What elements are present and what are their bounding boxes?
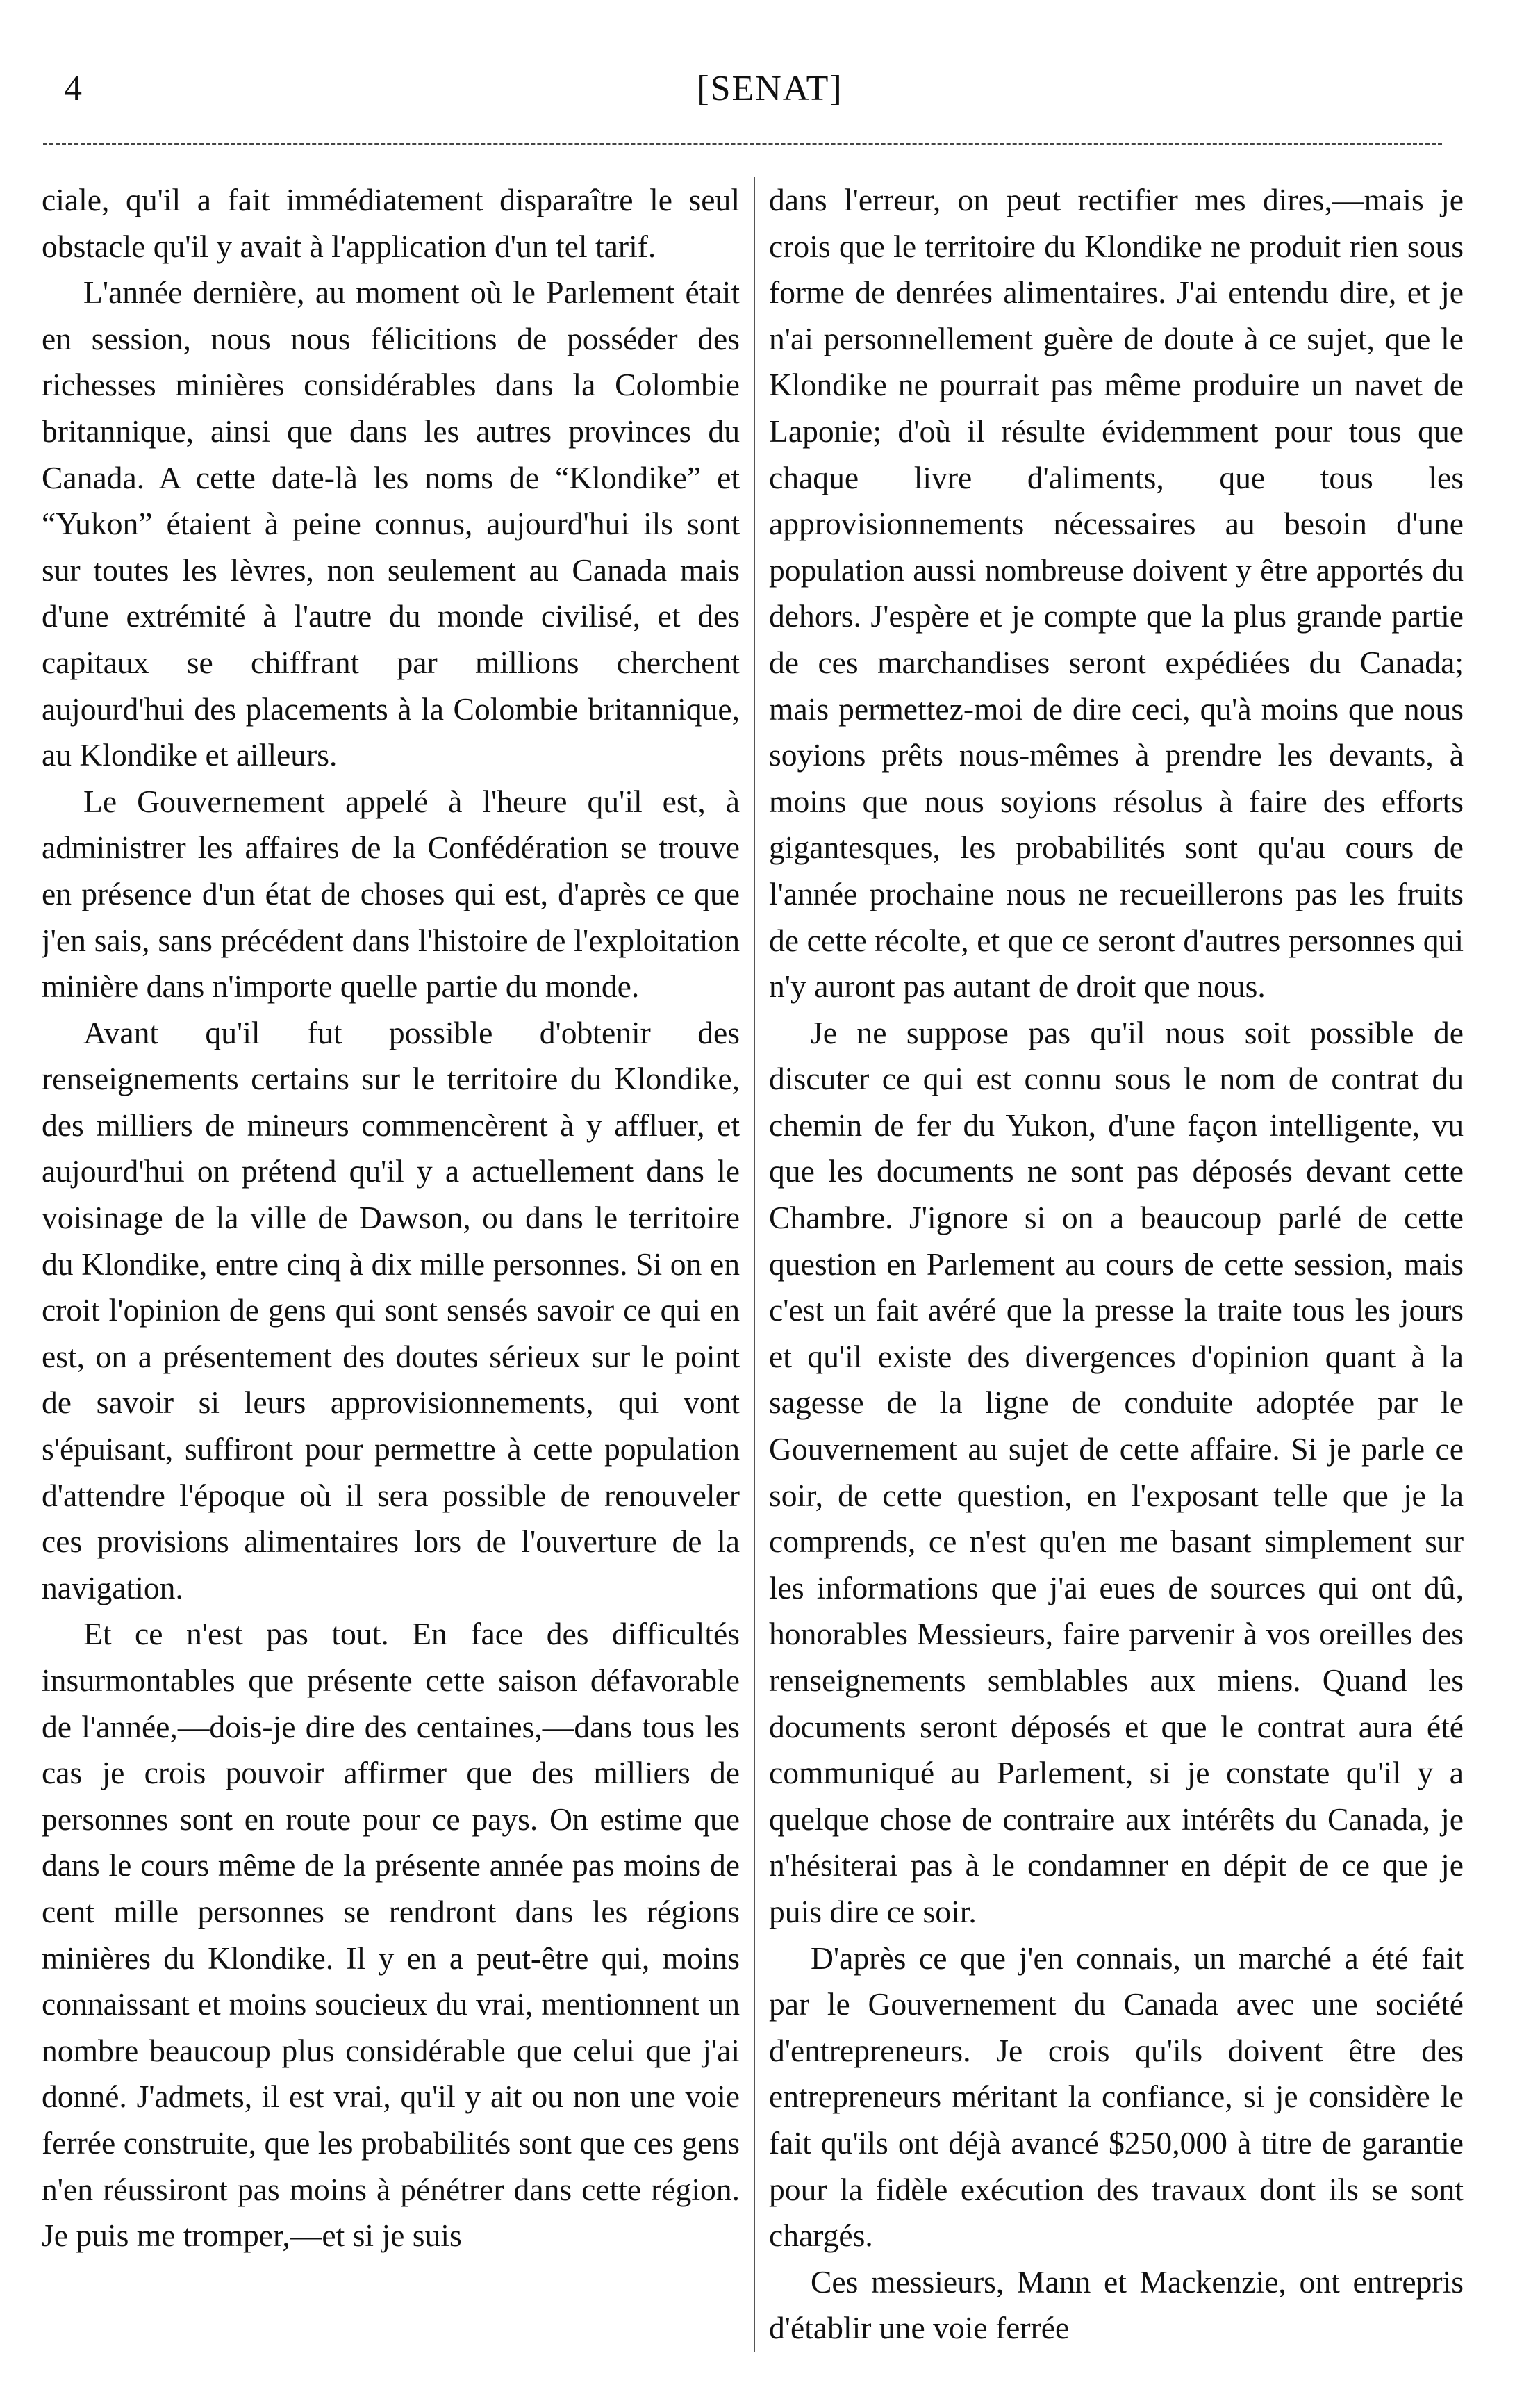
- page-number: 4: [64, 69, 82, 108]
- column-divider: [754, 177, 755, 2352]
- paragraph: Ces messieurs, Mann et Mackenzie, ont entrepris d'établir une voie ferrée: [769, 2263, 1464, 2346]
- page-header: [0, 61, 1540, 117]
- paragraph: Je ne suppose pas qu'il nous soit possible de discuter ce qui est connu sous le nom de contrat du chemin de fer du Yukon, d'une façon intelligente, vu que les documents ne sont pas déposés devant cette Chambre. J'ignore si on a beaucoup parlé de cette question en Parlement au cours de cette session, mais c'est un fait avéré que la presse la traite tous les jours et qu'il existe des divergences d'opinion quant à la sagesse de la ligne de conduite adoptée par le Gouvernement au sujet de cette affaire. Si je parle ce soir, de cette question, en l'exposant telle que je la comprends, ce n'est qu'en me basant simplement sur les informations que j'ai eues de sources qui ont dû, honorables Messieurs, faire parvenir à vos oreilles des renseignements semblables aux miens. Quand les documents seront déposés et que le contrat aura été communiqué au Parlement, si je constate qu'il y a quelque chose de contraire aux intérêts du Canada, je n'hésiterai pas à le condamner en dépit de ce que je puis dire ce soir.: [769, 1014, 1464, 1929]
- left-column: [42, 177, 740, 2352]
- header-rule: [43, 143, 1442, 145]
- paragraph: dans l'erreur, on peut rectifier mes dires,—mais je crois que le territoire du Klondike ne produit rien sous forme de denrées alimentaires. J'ai entendu dire, et je n'ai personnellement guère de doute à ce sujet, que le Klondike ne pourrait pas même produire un navet de Laponie; d'où il résulte évidemment pour tous que chaque livre d'aliments, que tous les approvisionnements nécessaires au besoin d'une population aussi nombreuse doivent y être apportés du dehors. J'espère et je compte que la plus grande partie de ces marchandises seront expédiées du Canada; mais permettez-moi de dire ceci, qu'à moins que nous soyions prêts nous-mêmes à prendre les devants, à moins que nous soyions résolus à faire des efforts gigantesques, les probabilités sont qu'au cours de l'année prochaine nous ne recueillerons pas les fruits de cette récolte, et que ce seront d'autres personnes qui n'y auront pas autant de droit que nous.: [769, 182, 1464, 1005]
- paragraph: Et ce n'est pas tout. En face des difficultés insurmontables que présente cette saison défavorable de l'année,—dois-je dire des centaines,—dans tous les cas je crois pouvoir affirmer que des milliers de personnes sont en route pour ce pays. On estime que dans le cours même de la présente année pas moins de cent mille personnes se rendront dans les régions minières du Klondike. Il y en a peut-être qui, moins connaissant et moins soucieux du vrai, mentionnent un nombre beaucoup plus considérable que celui que j'ai donné. J'admets, il est vrai, qu'il y ait ou non une voie ferrée construite, que les probabilités sont que ces gens n'en réussiront pas moins à pénétrer dans cette région. Je puis me tromper,—et si je suis: [42, 1616, 740, 2254]
- paragraph: Avant qu'il fut possible d'obtenir des renseignements certains sur le territoire du Klondike, des milliers de mineurs commencèrent à y affluer, et aujourd'hui on prétend qu'il y a actuellement dans le voisinage de la ville de Dawson, ou dans le territoire du Klondike, entre cinq à dix mille personnes. Si on en croit l'opinion de gens qui sont sensés savoir ce qui en est, on a présentement des doutes sérieux sur le point de savoir si leurs approvisionnements, qui vont s'épuisant, suffiront pour permettre à cette population d'attendre l'époque où il sera possible de renouveler ces provisions alimentaires lors de l'ouverture de la navigation.: [42, 1014, 740, 1605]
- paragraph: ciale, qu'il a fait immédiatement disparaître le seul obstacle qu'il y avait à l'application d'un tel tarif.: [42, 182, 740, 264]
- paragraph: L'année dernière, au moment où le Parlement était en session, nous nous félicitions de posséder des richesses minières considérables dans la Colombie britannique, ainsi que dans les autres provinces du Canada. A cette date-là les noms de “Klondike” et “Yukon” étaient à peine connus, aujourd'hui ils sont sur toutes les lèvres, non seulement au Canada mais d'une extrémité à l'autre du monde civilisé, et des capitaux se chiffrant par millions cherchent aujourd'hui des placements à la Colombie britannique, au Klondike et ailleurs.: [42, 274, 740, 773]
- paragraph: D'après ce que j'en connais, un marché a été fait par le Gouvernement du Canada avec une société d'entrepreneurs. Je crois qu'ils doivent être des entrepreneurs méritant la confiance, si je considère le fait qu'ils ont déjà avancé $250,000 à titre de garantie pour la fidèle exécution des travaux dont ils se sont chargés.: [769, 1940, 1464, 2254]
- paragraph: Le Gouvernement appelé à l'heure qu'il est, à administrer les affaires de la Confédération se trouve en présence d'un état de choses qui est, d'après ce que j'en sais, sans précédent dans l'histoire de l'exploitation minière dans n'importe quelle partie du monde.: [42, 783, 740, 1005]
- right-column: [769, 177, 1464, 2352]
- running-head: [SENAT]: [697, 69, 843, 108]
